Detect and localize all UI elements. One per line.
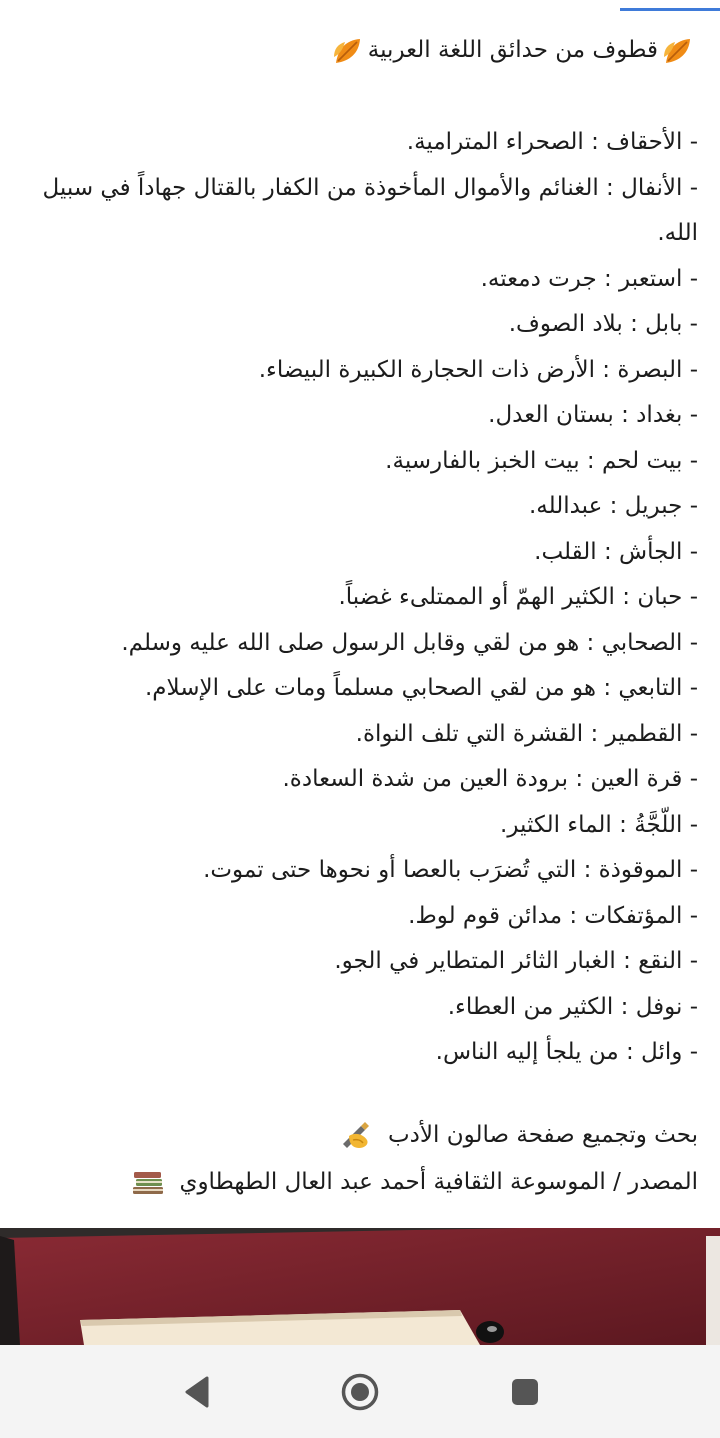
nav-back-button[interactable]: [170, 1365, 224, 1419]
glossary-entry: - البصرة : الأرض ذات الحجارة الكبيرة البيضاء.: [258, 356, 698, 383]
post-title: قطوف من حدائق اللغة العربية: [367, 37, 658, 63]
post-body: [0, 28, 720, 1206]
recent-square-icon: [510, 1377, 540, 1407]
glossary-entry: - الموقوذة : التي تُضرَب بالعصا أو نحوها حتى تموت.: [203, 857, 698, 883]
post-photo[interactable]: [0, 1228, 720, 1345]
glossary-entry: - بابل : بلاد الصوف.: [508, 311, 698, 337]
glossary-entry: - استعبر : جرت دمعته.: [480, 265, 698, 292]
glossary-entry: - القطمير : القشرة التي تلف النواة.: [355, 720, 698, 747]
source-text: المصدر / الموسوعة الثقافية أحمد عبد العال الطهطاوي: [179, 1168, 698, 1195]
credit-text: بحث وتجميع صفحة صالون الأدب: [388, 1121, 698, 1148]
glossary-list: [28, 120, 698, 1076]
glossary-entry: - المؤتفكات : مدائن قوم لوط.: [408, 902, 698, 929]
home-circle-icon: [340, 1372, 380, 1412]
glossary-entry: - قرة العين : برودة العين من شدة السعادة.: [282, 766, 698, 792]
nav-recent-button[interactable]: [498, 1365, 552, 1419]
glossary-entry: - الجأش : القلب.: [534, 538, 698, 565]
glossary-entry: - جبريل : عبدالله.: [528, 493, 698, 519]
glossary-entry: - الأحقاف : الصحراء المترامية.: [406, 129, 698, 155]
android-nav-bar: [0, 1345, 720, 1438]
glossary-entry: - اللّجَّةُ : الماء الكثير.: [500, 811, 698, 838]
glossary-entry: - بيت لحم : بيت الخبز بالفارسية.: [385, 447, 698, 474]
post-title-row: [28, 28, 698, 72]
glossary-entry: - النقع : الغبار الثائر المتطاير في الجو.: [334, 948, 698, 974]
back-triangle-icon: [183, 1375, 211, 1409]
glossary-entry: - بغداد : بستان العدل.: [488, 402, 698, 428]
glossary-entry: - نوفل : الكثير من العطاء.: [447, 993, 698, 1020]
credit-line: [28, 1112, 698, 1159]
top-accent-bar: [620, 8, 720, 11]
fallen-leaf-icon: [662, 35, 694, 67]
books-icon: [130, 1167, 166, 1197]
glossary-entry: - حبان : الكثير الهمّ أو الممتلىء غضباً.: [338, 584, 698, 610]
nav-home-button[interactable]: [333, 1365, 387, 1419]
glossary-entry: - الأنفال : الغنائم والأموال المأخوذة من الكفار بالقتال جهاداً في سبيل الله.: [42, 174, 698, 246]
writing-hand-icon: [339, 1120, 375, 1150]
fallen-leaf-icon: [332, 35, 364, 67]
photo-image: [0, 1228, 720, 1345]
glossary-entry: - وائل : من يلجأ إليه الناس.: [435, 1039, 698, 1065]
source-line: [28, 1159, 698, 1206]
glossary-entry: - الصحابي : هو من لقي وقابل الرسول صلى الله عليه وسلم.: [121, 629, 698, 656]
glossary-entry: - التابعي : هو من لقي الصحابي مسلماً ومات على الإسلام.: [145, 675, 698, 701]
